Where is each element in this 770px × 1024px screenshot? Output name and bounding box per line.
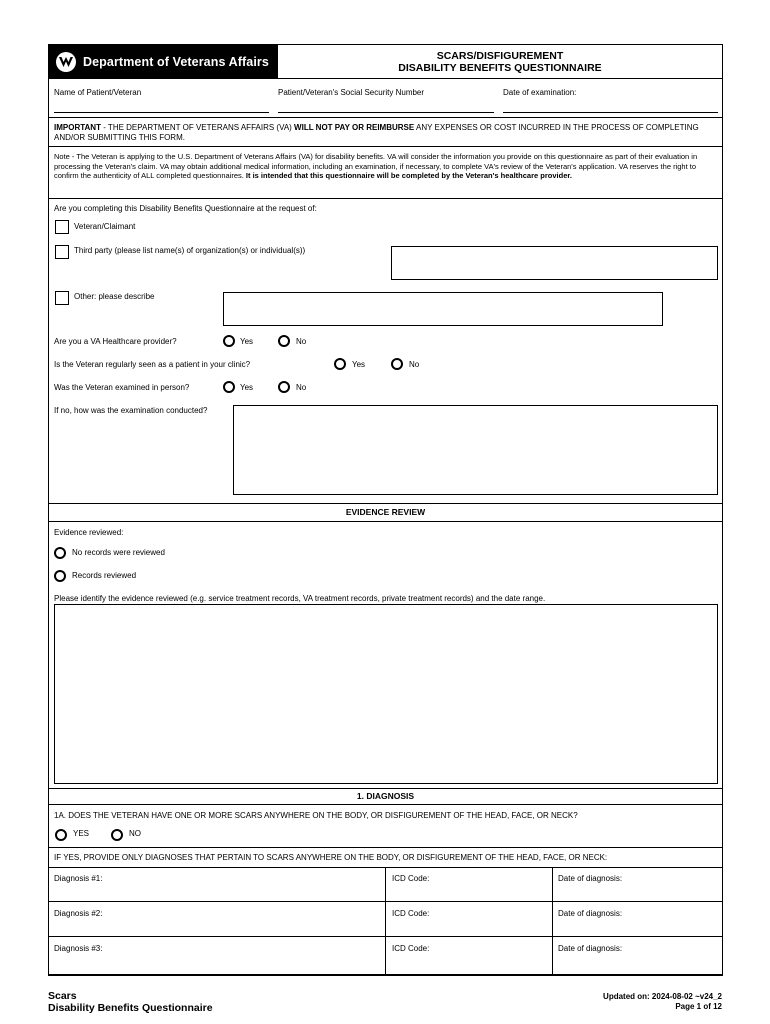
- important-notice: IMPORTANT - THE DEPARTMENT OF VETERANS AFFAIRS (VA) WILL NOT PAY OR REIMBURSE ANY EXPENSES OR COST INCURRED IN THE PROCESS OF COMPLETING AND/OR SUBMITTING THIS FORM.: [54, 123, 699, 142]
- divider: [49, 503, 722, 504]
- form-title-line2: DISABILITY BENEFITS QUESTIONNAIRE: [398, 62, 602, 74]
- divider: [49, 847, 722, 848]
- evidence-instructions: Please identify the evidence reviewed (e.g. service treatment records, VA treatment records, private treatment records) and the date range.: [54, 594, 546, 603]
- footer-updated: Updated on: 2024-08-02 ~v24_2: [603, 992, 722, 1001]
- in-person-no-radio[interactable]: [278, 381, 290, 393]
- note-paragraph: Note - The Veteran is applying to the U.S. Department of Veterans Affairs (VA) for disability benefits. VA will consider the information you provide on this questionnaire as part of their evaluation in processing the Veteran's claim. VA may obtain additional medical information, including an examination, if necessary, to complete VA's review of the Veteran's application. VA reserves the right to confirm the authenticity of ALL completed questionnaires. It is intended that this questionnaire will be completed by the Veteran's healthcare provider.: [54, 152, 698, 180]
- diagnosis-date-2-label: Date of diagnosis:: [558, 909, 623, 918]
- icd-code-3-label: ICD Code:: [392, 944, 430, 953]
- seen-in-clinic-yes-label: Yes: [352, 360, 366, 369]
- diagnosis-2-field[interactable]: [49, 902, 385, 936]
- seen-in-clinic-yes-radio[interactable]: [334, 358, 346, 370]
- form-title: [277, 45, 722, 78]
- va-provider-no-radio[interactable]: [278, 335, 290, 347]
- ssn-label: Patient/Veteran's Social Security Number: [278, 88, 425, 97]
- q1a-no-radio[interactable]: [111, 829, 123, 841]
- footer-form-title: Scars: [48, 990, 77, 1002]
- request-question: Are you completing this Disability Benefits Questionnaire at the request of:: [54, 204, 317, 213]
- exam-method-input[interactable]: [233, 405, 718, 495]
- va-provider-question: Are you a VA Healthcare provider?: [54, 337, 177, 346]
- footer-page-number: Page 1 of 12: [675, 1002, 722, 1011]
- diagnosis-date-2-field[interactable]: [553, 902, 722, 936]
- footer-form-name: [48, 990, 213, 1014]
- seen-in-clinic-no-label: No: [409, 360, 420, 369]
- seen-in-clinic-no-radio[interactable]: [391, 358, 403, 370]
- icd-code-1-field[interactable]: [386, 867, 552, 901]
- va-provider-yes-label: Yes: [240, 337, 254, 346]
- icd-code-3-field[interactable]: [386, 937, 552, 974]
- divider: [49, 974, 722, 975]
- diagnosis-2-label: Diagnosis #2:: [54, 909, 103, 918]
- divider: [49, 788, 722, 789]
- footer-page-info: [603, 992, 722, 1012]
- third-party-label: Third party (please list name(s) of organization(s) or individual(s)): [74, 246, 306, 255]
- diagnosis-1-field[interactable]: [49, 867, 385, 901]
- q1a-no-label: NO: [129, 829, 141, 838]
- diagnosis-1-label: Diagnosis #1:: [54, 874, 103, 883]
- diagnosis-date-1-label: Date of diagnosis:: [558, 874, 623, 883]
- department-name: Department of Veterans Affairs: [83, 54, 269, 69]
- diagnosis-3-field[interactable]: [49, 937, 385, 974]
- veteran-claimant-label: Veteran/Claimant: [74, 222, 136, 231]
- icd-code-2-label: ICD Code:: [392, 909, 430, 918]
- other-checkbox[interactable]: [55, 291, 69, 305]
- va-logo-banner: [49, 45, 277, 78]
- third-party-input[interactable]: [391, 246, 718, 280]
- va-provider-no-label: No: [296, 337, 307, 346]
- no-records-radio[interactable]: [54, 547, 66, 559]
- icd-code-1-label: ICD Code:: [392, 874, 430, 883]
- exam-date-label: Date of examination:: [503, 88, 577, 97]
- question-1a: 1A. DOES THE VETERAN HAVE ONE OR MORE SCARS ANYWHERE ON THE BODY, OR DISFIGUREMENT OF THE HEAD, FACE, OR NECK?: [54, 811, 578, 820]
- in-person-no-label: No: [296, 383, 307, 392]
- diagnosis-date-1-field[interactable]: [553, 867, 722, 901]
- evidence-review-title: EVIDENCE REVIEW: [345, 507, 426, 517]
- exam-date-field[interactable]: [503, 101, 718, 113]
- evidence-reviewed-label: Evidence reviewed:: [54, 528, 124, 537]
- other-label: Other: please describe: [74, 292, 155, 301]
- divider: [49, 198, 722, 199]
- questionnaire-form: [48, 44, 723, 976]
- footer-form-subtitle: Disability Benefits Questionnaire: [48, 1002, 213, 1014]
- va-seal-icon: [55, 51, 77, 73]
- divider: [49, 804, 722, 805]
- no-records-label: No records were reviewed: [72, 548, 165, 557]
- in-person-yes-radio[interactable]: [223, 381, 235, 393]
- divider: [49, 78, 722, 79]
- divider: [49, 117, 722, 118]
- patient-name-label: Name of Patient/Veteran: [54, 88, 142, 97]
- diagnosis-date-3-field[interactable]: [553, 937, 722, 974]
- in-person-question: Was the Veteran examined in person?: [54, 383, 190, 392]
- q1a-yes-radio[interactable]: [55, 829, 67, 841]
- evidence-input[interactable]: [54, 604, 718, 784]
- diagnosis-3-label: Diagnosis #3:: [54, 944, 103, 953]
- divider: [49, 521, 722, 522]
- third-party-checkbox[interactable]: [55, 245, 69, 259]
- records-reviewed-label: Records reviewed: [72, 571, 137, 580]
- va-provider-yes-radio[interactable]: [223, 335, 235, 347]
- seen-in-clinic-question: Is the Veteran regularly seen as a patient in your clinic?: [54, 360, 251, 369]
- diagnosis-title: 1. DIAGNOSIS: [356, 791, 415, 801]
- other-description-input[interactable]: [223, 292, 663, 326]
- ssn-field[interactable]: [278, 101, 494, 113]
- veteran-claimant-checkbox[interactable]: [55, 220, 69, 234]
- in-person-yes-label: Yes: [240, 383, 254, 392]
- exam-method-question: If no, how was the examination conducted?: [54, 406, 208, 415]
- records-reviewed-radio[interactable]: [54, 570, 66, 582]
- q1a-yes-label: YES: [73, 829, 90, 838]
- icd-code-2-field[interactable]: [386, 902, 552, 936]
- patient-name-field[interactable]: [54, 101, 269, 113]
- diagnosis-instruction: IF YES, PROVIDE ONLY DIAGNOSES THAT PERTAIN TO SCARS ANYWHERE ON THE BODY, OR DISFIGUREMENT OF THE HEAD, FACE, OR NECK:: [54, 853, 608, 862]
- diagnosis-date-3-label: Date of diagnosis:: [558, 944, 623, 953]
- divider: [49, 146, 722, 147]
- form-title-line1: SCARS/DISFIGUREMENT: [436, 50, 564, 62]
